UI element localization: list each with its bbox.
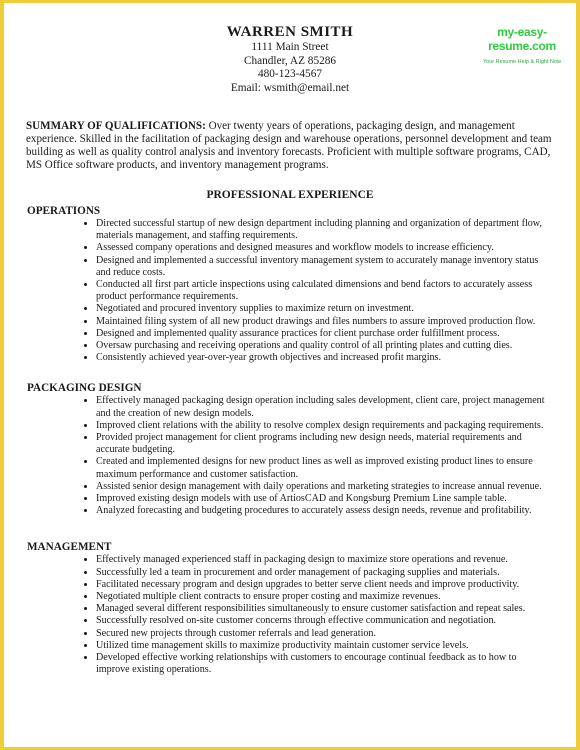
list-item: • Successfully led a team in procurement and order management of packaging supplies and materials. bbox=[96, 567, 550, 579]
packaging-design-bullets bbox=[4, 395, 576, 517]
list-item: • Utilized time management skills to maximize productivity maintain customer service levels. bbox=[96, 640, 550, 652]
list-item: • Developed effective working relationships with customers to encourage continual feedback as to how to improve existing operations. bbox=[96, 652, 550, 676]
summary-of-qualifications bbox=[26, 120, 554, 172]
email-address: Email: wsmith@email.net bbox=[230, 81, 350, 94]
city-state-zip: Chandler, AZ 85286 bbox=[243, 54, 337, 67]
list-item: • Provided project management for client programs including new design needs, material requirements and accurate budgeting. bbox=[96, 432, 550, 456]
list-item: • Designed and implemented quality assurance practices for client purchase order fulfillment process. bbox=[96, 328, 550, 340]
resume-page bbox=[4, 3, 576, 747]
brand-watermark[interactable] bbox=[472, 25, 572, 65]
list-item: • Conducted all first part article inspections using calculated dimensions and bend factors to accurately assess product performance requirements. bbox=[96, 279, 550, 303]
section-heading-operations: OPERATIONS bbox=[27, 205, 101, 217]
list-item: • Directed successful startup of new design department including planning and organization of department flow, materials management, and staffing requirements. bbox=[96, 218, 550, 242]
summary-text: Over twenty years of operations, packaging design, and management experience. Skilled in the facilitation of packaging design and warehouse operations, personnel development and team building as well as quality control analysis and inventory forecasts. Proficient with multiple software programs, CAD, MS Office software products, and inventory management programs. bbox=[26, 120, 552, 172]
list-item: • Improved existing design models with use of ArtiosCAD and Kongsburg Premium Line sample table. bbox=[96, 493, 550, 505]
list-item: • Effectively managed packaging design operation including sales development, client care, project management and the creation of new design models. bbox=[96, 395, 550, 419]
list-item: • Successfully resolved on-site customer concerns through effective communication and negotiation. bbox=[96, 615, 550, 627]
list-item: • Improved client relations with the ability to resolve complex design requirements and packaging requirements. bbox=[96, 420, 550, 432]
list-item: • Analyzed forecasting and budgeting procedures to accurately assess design needs, revenue and profitability. bbox=[96, 505, 550, 517]
list-item: • Designed and implemented a successful inventory management system to accurately manage inventory status and reduce costs. bbox=[96, 255, 550, 279]
list-item: • Oversaw purchasing and receiving operations and quality control of all printing plates and cutting dies. bbox=[96, 340, 550, 352]
list-item: • Assisted senior design management with daily operations and marketing strategies to increase annual revenue. bbox=[96, 481, 550, 493]
street-address: 1111 Main Street bbox=[251, 41, 329, 53]
list-item: • Negotiated and procured inventory supplies to maximize return on investment. bbox=[96, 303, 550, 315]
list-item: • Managed several different responsibilities simultaneously to ensure customer satisfaction and repeat sales. bbox=[96, 603, 550, 615]
list-item: • Negotiated multiple client contracts to ensure proper costing and maximize revenues. bbox=[96, 591, 550, 603]
management-bullets bbox=[4, 554, 576, 676]
list-item: • Assessed company operations and designed measures and workflow models to increase efficiency. bbox=[96, 242, 550, 254]
experience-heading: PROFESSIONAL EXPERIENCE bbox=[206, 189, 374, 201]
candidate-name: WARREN SMITH bbox=[226, 24, 354, 40]
brand-tagline: Your Resume Help & Right Now bbox=[482, 59, 562, 65]
list-item: • Consistently achieved year-over-year growth objectives and increased profit margins. bbox=[96, 352, 550, 364]
list-item: • Effectively managed experienced staff in packaging design to maximize store operations and revenue. bbox=[96, 554, 550, 566]
section-heading-management: MANAGEMENT bbox=[27, 541, 112, 554]
operations-bullets bbox=[4, 218, 576, 364]
list-item: • Maintained filing system of all new product drawings and files numbers to assure improved production flow. bbox=[96, 316, 550, 328]
list-item: • Created and implemented designs for new product lines as well as improved existing product lines to ensure maximum performance and customer satisfaction. bbox=[96, 456, 550, 480]
list-item: • Facilitated necessary program and design upgrades to better serve client needs and improve productivity. bbox=[96, 579, 550, 591]
section-heading-packaging-design: PACKAGING DESIGN bbox=[27, 382, 142, 395]
list-item: • Secured new projects through customer referrals and lead generation. bbox=[96, 628, 550, 640]
phone-number: 480-123-4567 bbox=[257, 68, 322, 81]
brand-logo: my-easy-resume.com bbox=[488, 25, 556, 53]
summary-label: SUMMARY OF QUALIFICATIONS: bbox=[26, 120, 206, 133]
